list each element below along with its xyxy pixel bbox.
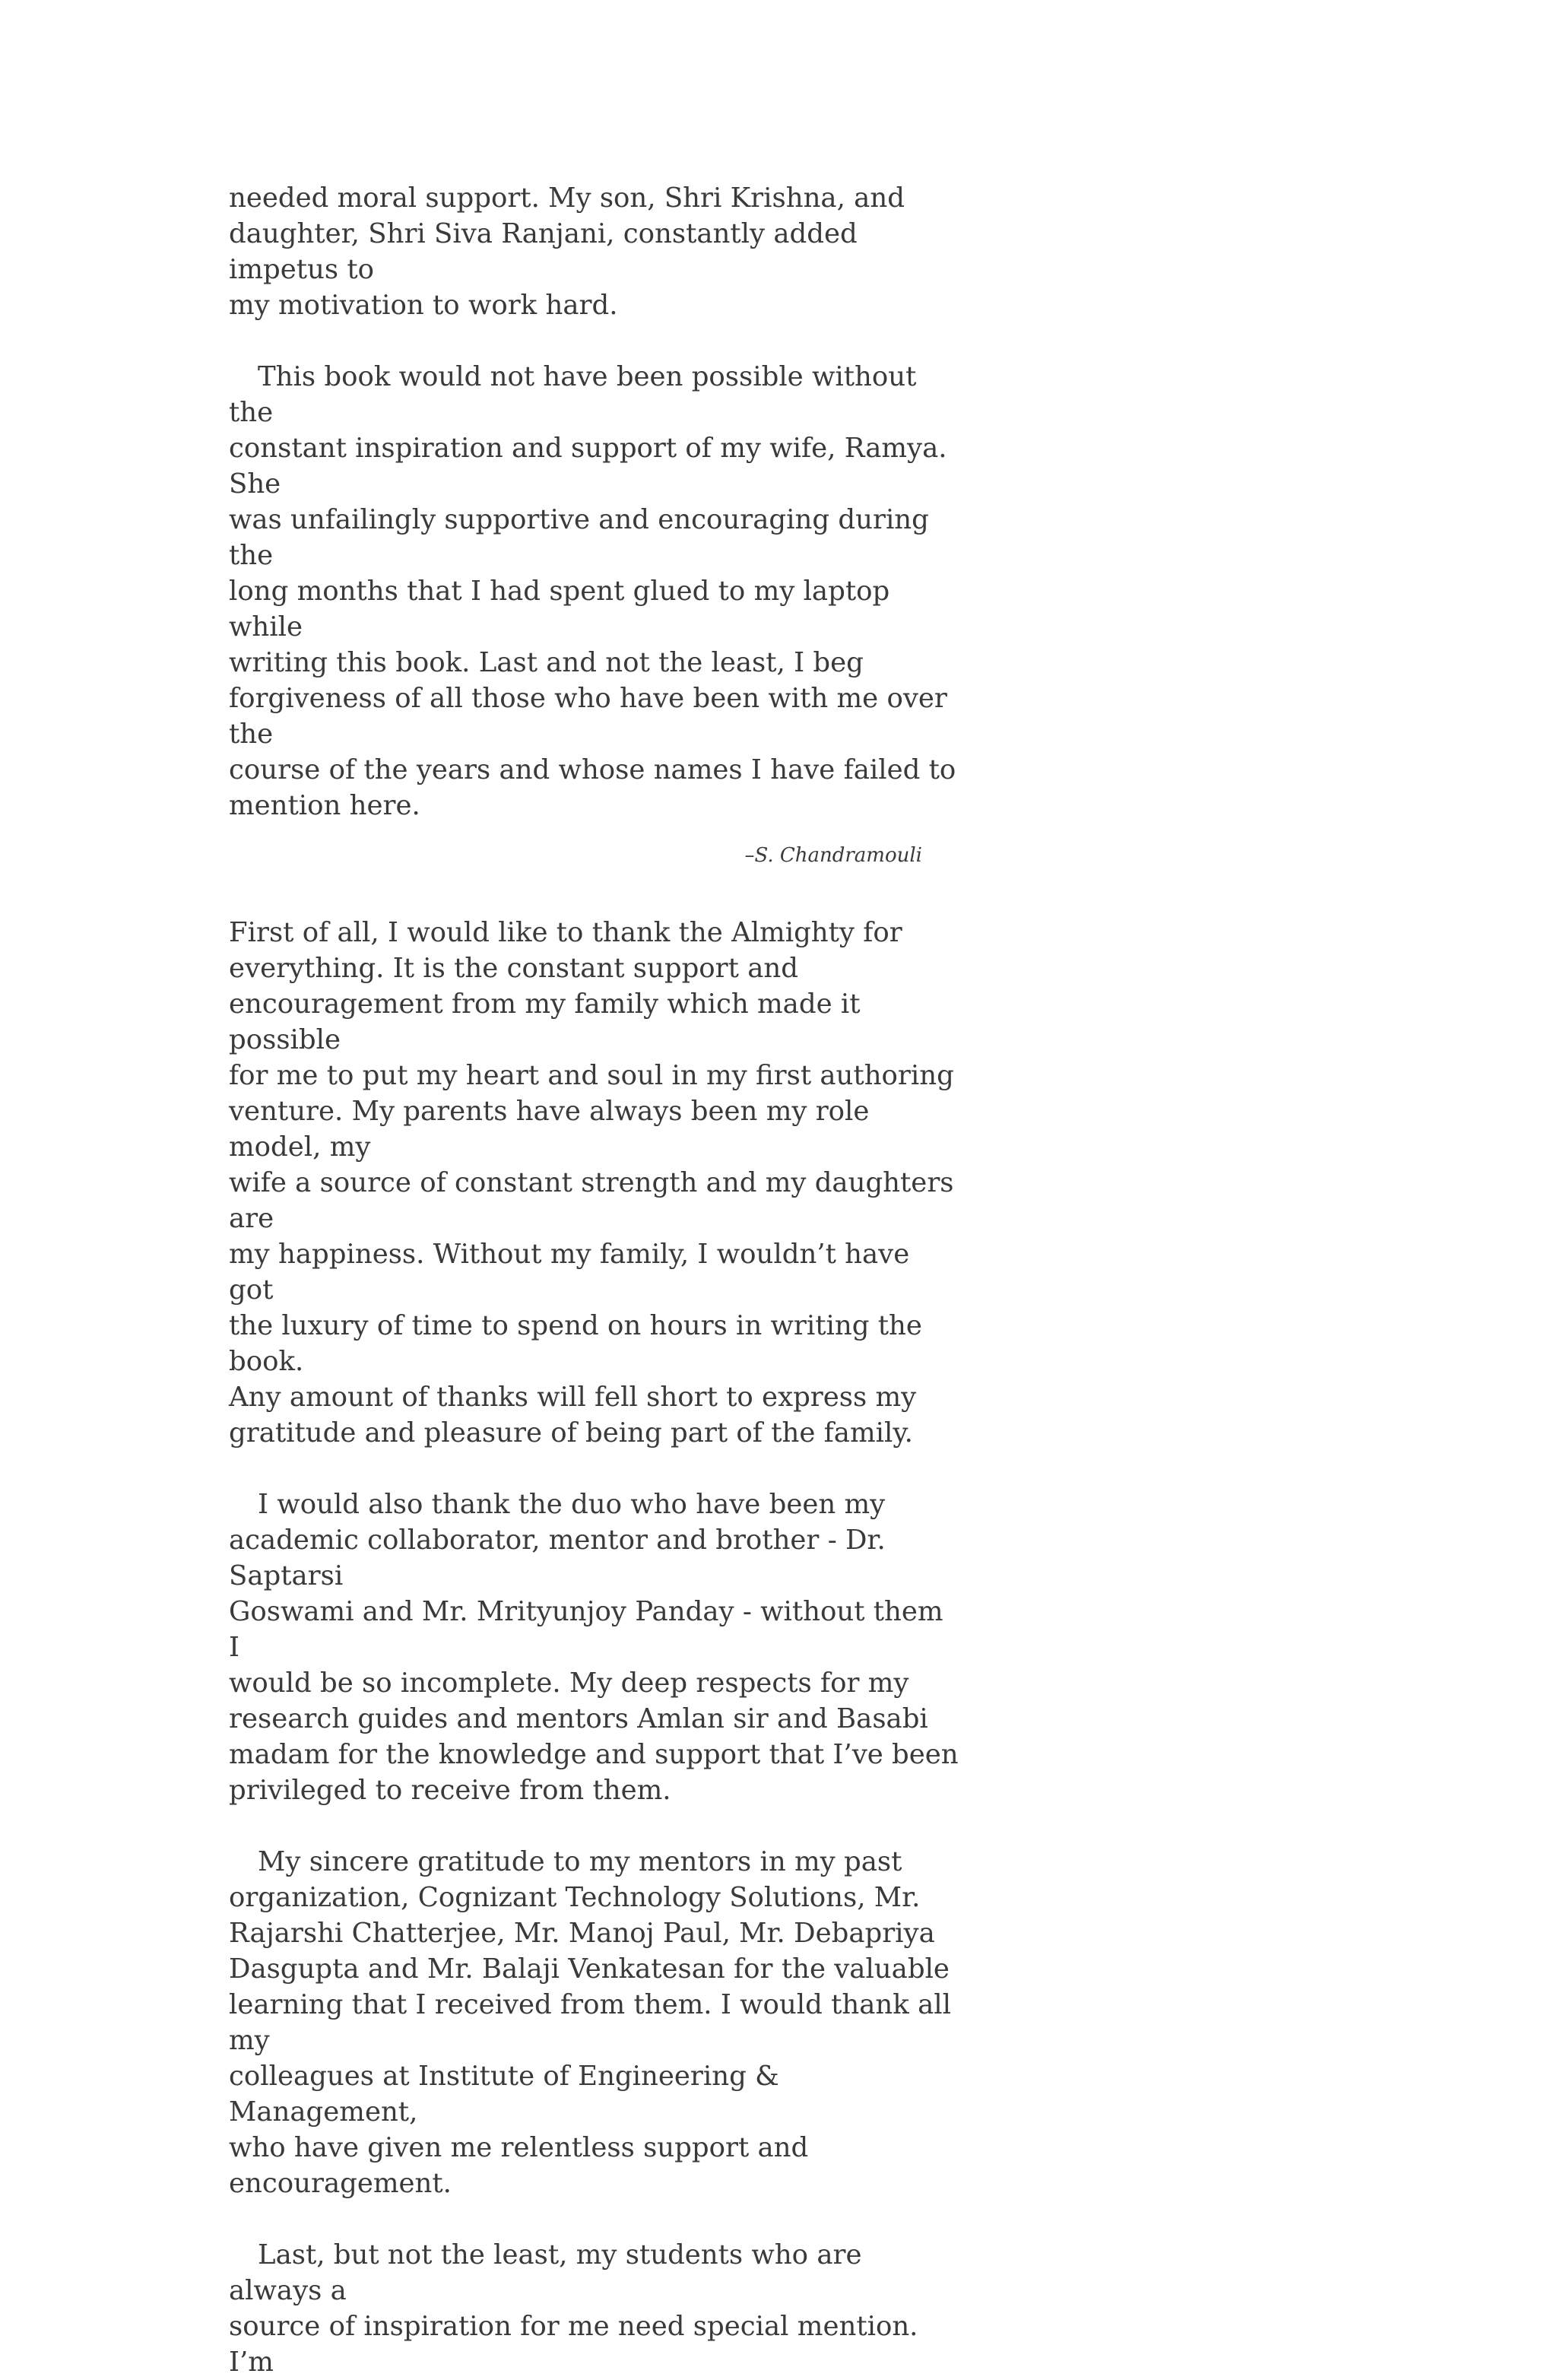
document-page [229,180,959,2380]
paragraph-gap [229,2201,959,2237]
paragraph-gap [229,1451,959,1487]
paragraph-thank-almighty: First of all, I would like to thank the Almighty for everything. It is the constant support and encouragement from my family which made it possible for me to put my heart and soul in my first authoring venture. My parents have always been my role model, my wife a source of constant strength and my daughters are my happiness. Without my family, I wouldn’t have got the luxury of time to spend on hours in writing the book. Any amount of thanks will fell short to express my gratitude and pleasure of being part of the family. [229,917,954,1449]
paragraph-gap [229,1808,959,1844]
paragraph-past-mentors: My sincere gratitude to my mentors in my past organization, Cognizant Technology Solutions, Mr. Rajarshi Chatterjee, Mr. Manoj Paul, Mr. Debapriya Dasgupta and Mr. Balaji Venkatesan for the valuable learning that I received from them. I would thank all my colleagues at Institute of Engineering & Management, who have given me relentless support and encouragement. [229,1846,951,2199]
paragraph-wife-ramya: This book would not have been possible without the constant inspiration and support of my wife, Ramya. She was unfailingly supportive and encouraging during the long months that I had spent glued to my laptop while writing this book. Last and not the least, I beg forgiveness of all those who have been with me over the course of the years and whose names I have failed to mention here. [229,361,956,821]
paragraph-moral-support: needed moral support. My son, Shri Krishna, and daughter, Shri Siva Ranjani, constantly added impetus to my motivation to work hard. [229,182,905,321]
section-gap [229,871,959,915]
paragraph-academic-collaborators: I would also thank the duo who have been my academic collaborator, mentor and brother - Dr. Saptarsi Goswami and Mr. Mrityunjoy Panday - without them I would be so incomplete. My deep respects for my research guides and mentors Amlan sir and Basabi madam for the knowledge and support that I’ve been privileged to receive from them. [229,1489,959,1806]
author-signature: –S. Chandramouli [744,844,922,867]
paragraph-students: Last, but not the least, my students who are always a source of inspiration for me need special mention. I’m [229,2239,918,2378]
paragraph-gap [229,323,959,359]
